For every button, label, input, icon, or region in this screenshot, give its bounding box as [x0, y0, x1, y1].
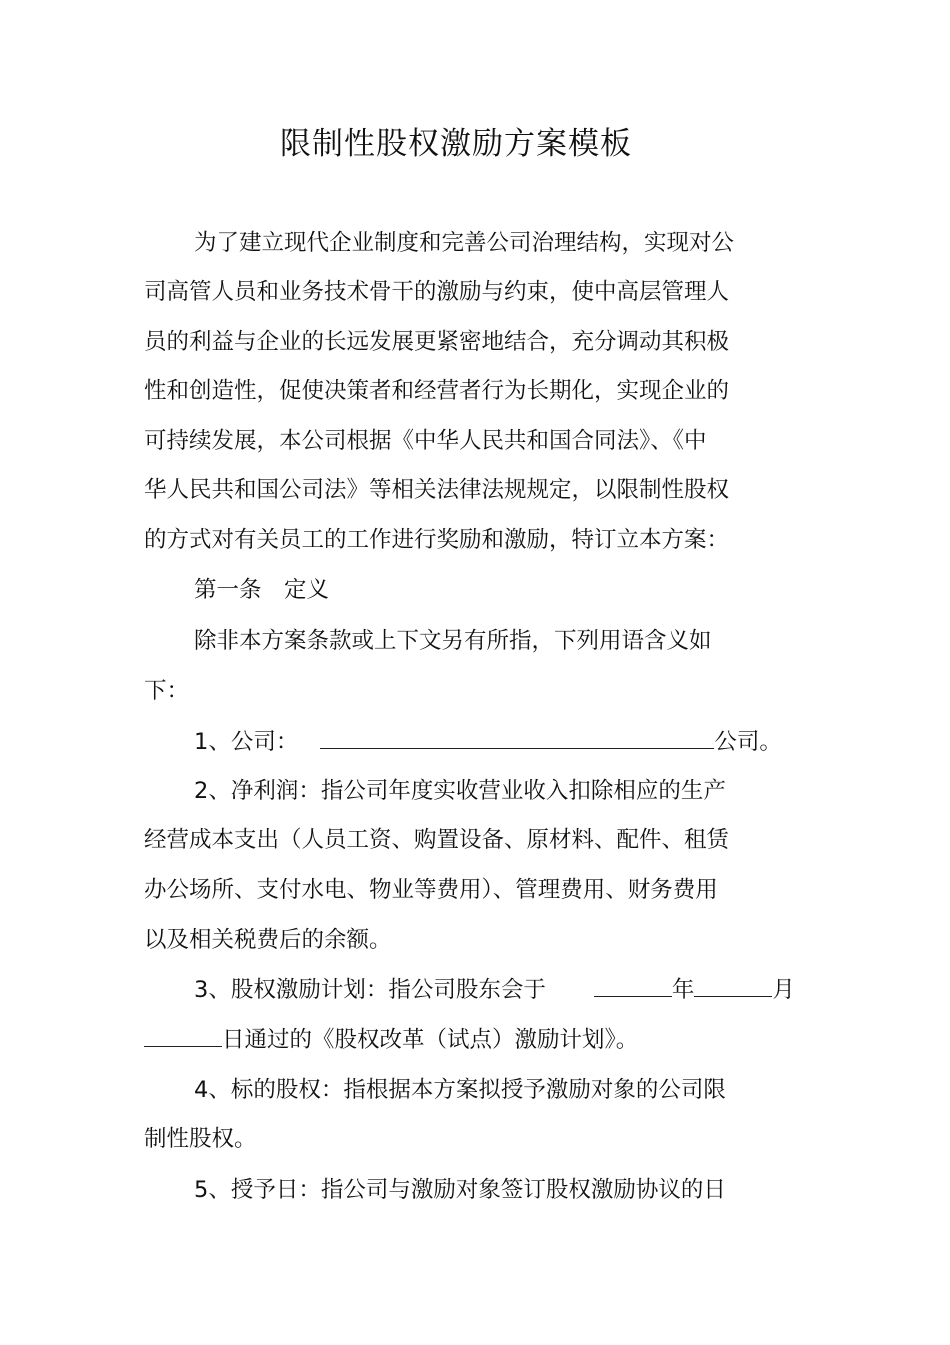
definition-label: 1、公司： — [194, 729, 299, 755]
paragraph-line: 下： — [144, 678, 190, 704]
year-blank[interactable] — [594, 970, 672, 997]
year-label: 年 — [671, 977, 695, 1003]
paragraph-line: 2、净利润：指公司年度实收营业收入扣除相应的生产 — [194, 778, 726, 804]
paragraph-line: 经营成本支出（人员工资、购置设备、原材料、配件、租赁 — [144, 827, 730, 853]
paragraph-line: 以及相关税费后的余额。 — [144, 927, 392, 953]
definition-plan-line-2 — [144, 1020, 638, 1060]
paragraph-line: 的方式对有关员工的工作进行奖励和激励，特订立本方案： — [144, 527, 730, 553]
paragraph-line: 制性股权。 — [144, 1126, 257, 1152]
paragraph-line: 员的利益与企业的长远发展更紧密地结合，充分调动其积极 — [144, 329, 730, 355]
paragraph-line: 办公场所、支付水电、物业等费用）、管理费用、财务费用 — [144, 877, 718, 903]
paragraph-line: 司高管人员和业务技术骨干的激励与约束，使中高层管理人 — [144, 279, 730, 305]
definition-suffix: 公司。 — [714, 729, 782, 755]
paragraph-line: 4、标的股权：指根据本方案拟授予激励对象的公司限 — [194, 1077, 726, 1103]
definition-plan-line — [194, 970, 795, 1010]
definition-company-line — [194, 722, 782, 762]
article-heading: 第一条 定义 — [194, 577, 330, 603]
day-blank[interactable] — [144, 1020, 222, 1047]
month-blank[interactable] — [694, 970, 772, 997]
paragraph-line: 可持续发展，本公司根据《中华人民共和国合同法》、《中 — [144, 428, 707, 454]
month-label: 月 — [772, 977, 795, 1003]
paragraph-line: 除非本方案条款或上下文另有所指，下列用语含义如 — [194, 628, 712, 654]
paragraph-line: 5、授予日：指公司与激励对象签订股权激励协议的日 — [194, 1177, 726, 1203]
paragraph-line: 为了建立现代企业制度和完善公司治理结构，实现对公 — [194, 230, 735, 256]
day-text: 日通过的《股权改革（试点）激励计划》。 — [222, 1027, 639, 1053]
company-name-blank[interactable] — [320, 722, 714, 749]
document-title: 限制性股权激励方案模板 — [280, 126, 632, 162]
paragraph-line: 华人民共和国公司法》等相关法律法规规定，以限制性股权 — [144, 477, 730, 503]
paragraph-line: 性和创造性，促使决策者和经营者行为长期化，实现企业的 — [144, 378, 730, 404]
definition-label: 3、股权激励计划：指公司股东会于 — [194, 977, 546, 1003]
